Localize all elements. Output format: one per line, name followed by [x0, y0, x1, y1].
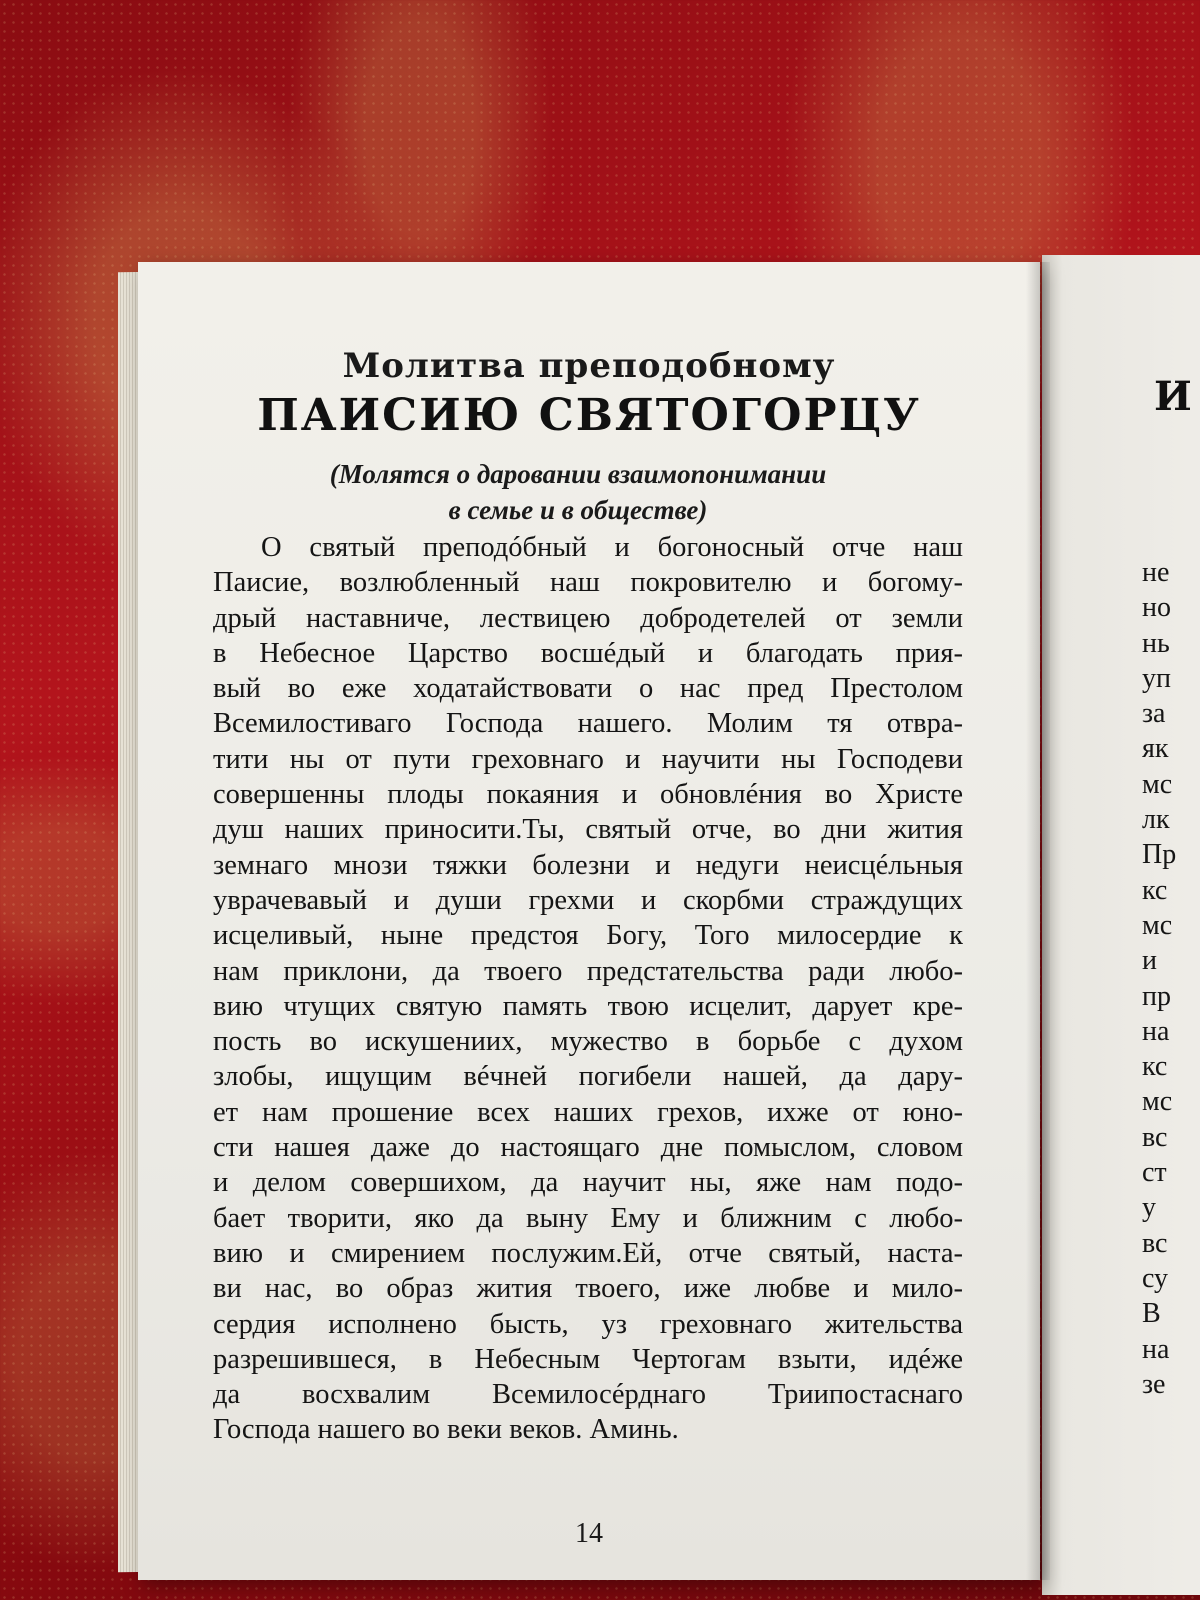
- next-page: [1042, 255, 1200, 1595]
- next-page-line: лк: [1142, 804, 1170, 836]
- next-page-line: кс: [1142, 874, 1168, 906]
- next-page-line: вс: [1142, 1121, 1168, 1153]
- body-line: Всемилостиваго Господа нашего. Молим тя отвра-: [213, 708, 963, 740]
- next-page-line: як: [1142, 733, 1169, 765]
- body-line: пость во искушениих, мужество в борьбе с духом: [213, 1026, 963, 1058]
- next-page-line: нь: [1142, 627, 1170, 659]
- next-page-line: и: [1142, 945, 1157, 977]
- body-line: О святый преподóбный и богоносный отче наш: [261, 532, 963, 563]
- body-line: вию чтущих святую память твою исцелит, дарует кре-: [213, 990, 963, 1022]
- next-page-line: за: [1142, 698, 1166, 730]
- subtitle-line: (Молятся о даровании взаимопонимании: [329, 459, 827, 489]
- body-line: дрый наставниче, лествицею добродетелей от земли: [213, 602, 963, 634]
- body-line: злобы, ищущим вéчней погибели нашей, да дару-: [213, 1061, 963, 1093]
- next-page-line: кс: [1142, 1051, 1168, 1083]
- book-gutter: [1026, 262, 1050, 1580]
- body-line: совершенны плоды покаяния и обновлéния во Христе: [213, 779, 963, 811]
- next-page-line: Пр: [1142, 839, 1177, 871]
- book-page: [138, 262, 1040, 1580]
- body-line: исцеливый, ныне предстоя Богу, Того милосердие к: [213, 920, 963, 952]
- body-line: нам приклони, да твоего предстательства ради любо-: [213, 955, 963, 987]
- prayer-title-line1: Молитва преподобному: [342, 346, 836, 386]
- next-page-line: мс: [1142, 1086, 1173, 1118]
- body-line: Паисие, возлюбленный наш покровителю и богому-: [213, 567, 963, 599]
- next-page-line: пр: [1142, 980, 1171, 1012]
- body-line: сердия исполнено бысть, уз греховнаго жительства: [213, 1308, 963, 1340]
- body-line: ви нас, во образ жития твоего, иже любве и мило-: [213, 1273, 963, 1305]
- body-line: и делом совершихом, да научит ны, яже нам подо-: [213, 1167, 963, 1199]
- prayer-body: [213, 530, 963, 1448]
- body-line: сти нашея даже до настоящаго дне помыслом, словом: [213, 1132, 963, 1164]
- next-page-line: но: [1142, 592, 1171, 624]
- next-page-line: вс: [1142, 1227, 1168, 1259]
- subtitle-line: в семье и в обществе): [448, 495, 708, 525]
- next-page-lines: [1142, 555, 1176, 1402]
- next-page-line: у: [1142, 1192, 1156, 1224]
- next-page-line: мс: [1142, 909, 1173, 941]
- body-line: Господа нашего во веки веков. Аминь.: [213, 1414, 679, 1446]
- next-page-line: на: [1142, 1333, 1170, 1365]
- next-page-line: не: [1142, 557, 1170, 588]
- page-number: 14: [575, 1518, 603, 1549]
- body-line: душ наших приносити.Ты, святый отче, во дни жития: [213, 814, 963, 846]
- body-line: вию и смирением послужим.Ей, отче святый, наста-: [213, 1237, 963, 1269]
- next-page-line: су: [1142, 1262, 1169, 1294]
- body-line: в Небесное Царство восшéдый и благодать прия-: [213, 637, 963, 669]
- next-page-line: зе: [1142, 1368, 1166, 1400]
- body-line: разрешившеся, в Небесным Чертогам взыти, идéже: [213, 1343, 963, 1375]
- next-page-line: на: [1142, 1015, 1170, 1047]
- prayer-title-line2: ПАИСИЮ СВЯТОГОРЦУ: [257, 390, 921, 441]
- next-page-heading: И: [1154, 373, 1192, 420]
- body-line: уврачевавый и души грехми и скорбми страждущих: [213, 884, 963, 916]
- body-line: да восхвалим Всемилосéрднаго Триипостаснаго: [213, 1379, 963, 1411]
- prayer-subtitle: [258, 456, 898, 528]
- next-page-line: ст: [1142, 1157, 1167, 1189]
- next-page-line: В: [1142, 1298, 1161, 1330]
- body-line: тити ны от пути греховнаго и научити ны Господеви: [213, 743, 963, 775]
- next-page-line: уп: [1142, 662, 1171, 694]
- body-line: земнаго мнози тяжки болезни и недуги неисцéльныя: [213, 849, 963, 881]
- next-page-line: мс: [1142, 768, 1173, 800]
- body-line: вый во еже ходатайствовати о нас пред Престолом: [213, 673, 963, 705]
- body-line: ет нам прошение всех наших грехов, ихже от юно-: [213, 1096, 963, 1128]
- body-line: бает творити, яко да выну Ему и ближним с любо-: [213, 1202, 963, 1234]
